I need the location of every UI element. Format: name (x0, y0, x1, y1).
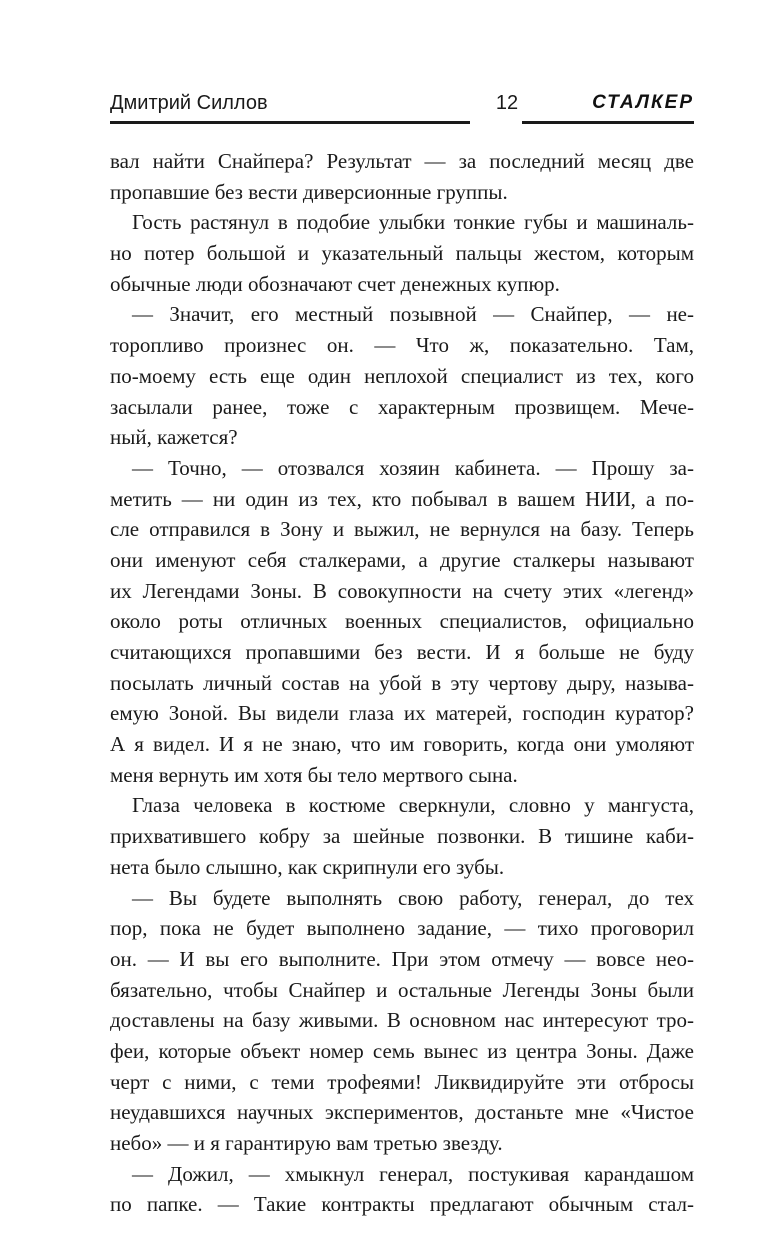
running-head-author: Дмитрий Силлов (110, 92, 268, 114)
text-line: доставлены на базу живыми. В основном нас интересуют тро- (110, 1008, 694, 1033)
text-line: ный, кажется? (110, 425, 238, 450)
text-line: пор, пока не будет выполнено задание, — тихо проговорил (110, 916, 694, 941)
text-line: около роты отличных военных специалистов, официально (110, 609, 694, 634)
text-line: черт с ними, с теми трофеями! Ликвидируйте эти отбросы (110, 1069, 694, 1094)
text-line: по папке. — Такие контракты предлагают обычным стал- (110, 1192, 694, 1217)
text-line: но потер большой и указательный пальцы жестом, которым (110, 241, 694, 266)
body-text (110, 146, 694, 1220)
text-line: меня вернуть им хотя бы тело мертвого сына. (110, 762, 518, 787)
header-rule-left (110, 121, 470, 124)
text-line: — Дожил, — хмыкнул генерал, постукивая карандашом (132, 1161, 694, 1186)
text-line: обычные люди обозначают счет денежных купюр. (110, 271, 560, 296)
text-line: феи, которые объект номер семь вынес из центра Зоны. Даже (110, 1038, 694, 1063)
text-line: их Легендами Зоны. В совокупности на счету этих «легенд» (110, 578, 694, 603)
text-line: они именуют себя сталкерами, а другие сталкеры называют (110, 547, 694, 572)
text-line: Глаза человека в костюме сверкнули, словно у мангуста, (132, 793, 694, 818)
text-line: неудавшихся научных экспериментов, достаньте мне «Чистое (110, 1100, 694, 1125)
page-number: 12 (495, 92, 519, 114)
text-line: посылать личный состав на убой в эту чертову дыру, называ- (110, 670, 694, 695)
text-line: вал найти Снайпера? Результат — за последний месяц две (110, 149, 694, 173)
text-line: емую Зоной. Вы видели глаза их матерей, господин куратор? (110, 701, 694, 726)
text-line: торопливо произнес он. — Что ж, показательно. Там, (110, 333, 694, 358)
text-line: нета было слышно, как скрипнули его зубы. (110, 854, 505, 879)
text-line: прихватившего кобру за шейные позвонки. В тишине каби- (110, 824, 694, 849)
text-line: считающихся пропавшими без вести. И я больше не буду (110, 640, 694, 664)
text-line: — Вы будете выполнять свою работу, генерал, до тех (132, 885, 694, 910)
text-line: он. — И вы его выполните. При этом отмечу — вовсе нео- (110, 946, 694, 971)
text-line: по-моему есть еще один неплохой специалист из тех, кого (110, 363, 694, 388)
header-rule-right (522, 121, 694, 124)
text-line: сле отправился в Зону и выжил, не вернулся на базу. Теперь (110, 517, 694, 542)
text-line: — Точно, — отозвался хозяин кабинета. — Прошу за- (132, 455, 694, 480)
running-head-series: СТАЛКЕР (592, 92, 694, 113)
text-line: метить — ни один из тех, кто побывал в вашем НИИ, а по- (110, 486, 694, 511)
text-line: бязательно, чтобы Снайпер и остальные Легенды Зоны были (110, 977, 694, 1002)
text-line: — Значит, его местный позывной — Снайпер, — не- (132, 302, 694, 327)
text-line: пропавшие без вести диверсионные группы. (110, 179, 508, 204)
text-line: Гость растянул в подобие улыбки тонкие губы и машиналь- (132, 210, 694, 235)
text-line: А я видел. И я не знаю, что им говорить, когда они умоляют (110, 732, 694, 757)
text-line: небо» — и я гарантирую вам третью звезду. (110, 1131, 503, 1155)
text-line: засылали ранее, тоже с характерным прозвищем. Мече- (110, 394, 694, 419)
page-header (110, 88, 694, 128)
